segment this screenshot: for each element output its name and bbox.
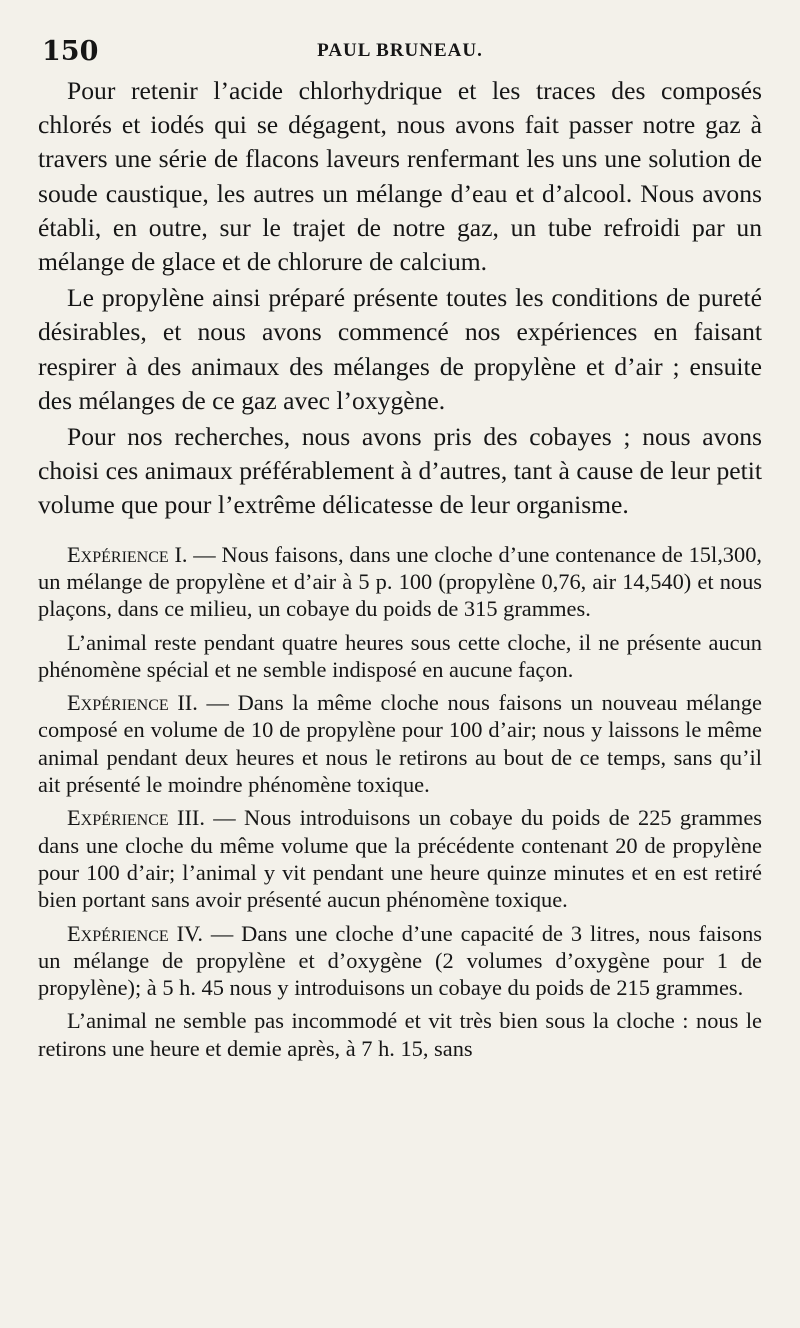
experiment-text: L’animal reste pendant quatre heures sous cette cloche, il ne présente aucun phénomène spécial et ne semble indisposé en aucune façon. (38, 629, 762, 682)
experiment-text: — Nous faisons, dans une cloche d’une contenance de 15l,300, un mélange de propylène et d’air à 5 p. 100 (propylène 0,76, air 14,540) et nous plaçons, dans ce milieu, un cobaye du poids de 315 grammes. (38, 541, 762, 622)
paragraph: Pour nos recherches, nous avons pris des cobayes ; nous avons choisi ces animaux préférablement à d’autres, tant à cause de leur petit volume que pour l’extrême délicatesse de leur organisme. (38, 422, 762, 520)
experiment-label: Expérience IV. (67, 920, 203, 946)
page-number: 150 (42, 36, 99, 67)
experiment-paragraph (38, 804, 762, 913)
experiment-text: L’animal ne semble pas incommodé et vit très bien sous la cloche : nous le retirons une heure et demie après, à 7 h. 15, sans (38, 1008, 762, 1061)
page-header (38, 28, 762, 67)
experiment-paragraph (38, 541, 762, 623)
paragraph: Le propylène ainsi préparé présente toutes les conditions de pureté désirables, et nous avons commencé nos expériences en faisant respirer à des animaux des mélanges de propylène et d’air ; ensuite des mélanges de ce gaz avec l’oxygène. (38, 283, 762, 415)
experiment-paragraph (38, 629, 762, 684)
experiment-label: Expérience I. (67, 541, 188, 567)
experiment-text: — Dans la même cloche nous faisons un nouveau mélange composé en volume de 10 de propylène pour 100 d’air; nous y laissons le même animal pendant deux heures et nous le retirons au bout de ce temps, sans qu’il ait présenté le moindre phénomène toxique. (38, 690, 762, 798)
experiments-section (38, 541, 762, 1062)
experiment-paragraph (38, 920, 762, 1002)
experiment-text: — Nous introduisons un cobaye du poids de 225 grammes dans une cloche du même volume que la précédente contenant 20 de propylène pour 100 d’air; l’animal y vit pendant une heure quinze minutes et en est retiré bien portant sans avoir présenté aucun phénomène toxique. (38, 805, 762, 913)
experiment-paragraph (38, 689, 762, 798)
experiment-paragraph (38, 1007, 762, 1062)
main-text (38, 74, 762, 523)
experiment-label: Expérience III. (67, 805, 205, 831)
experiment-text: — Dans une cloche d’une capacité de 3 litres, nous faisons un mélange de propylène et d’oxygène (2 volumes d’oxygène pour 1 de propylène); à 5 h. 45 nous y introduisons un cobaye du poids de 215 grammes. (38, 920, 762, 1001)
experiment-label: Expérience II. (67, 690, 198, 716)
paragraph: Pour retenir l’acide chlorhydrique et les traces des composés chlorés et iodés qui se dégagent, nous avons fait passer notre gaz à travers une série de flacons laveurs renfermant les uns une solution de soude caustique, les autres un mélange d’eau et d’alcool. Nous avons établi, en outre, sur le trajet de notre gaz, un tube refroidi par un mélange de glace et de chlorure de calcium. (38, 76, 762, 277)
running-head: PAUL BRUNEAU. (317, 40, 483, 61)
